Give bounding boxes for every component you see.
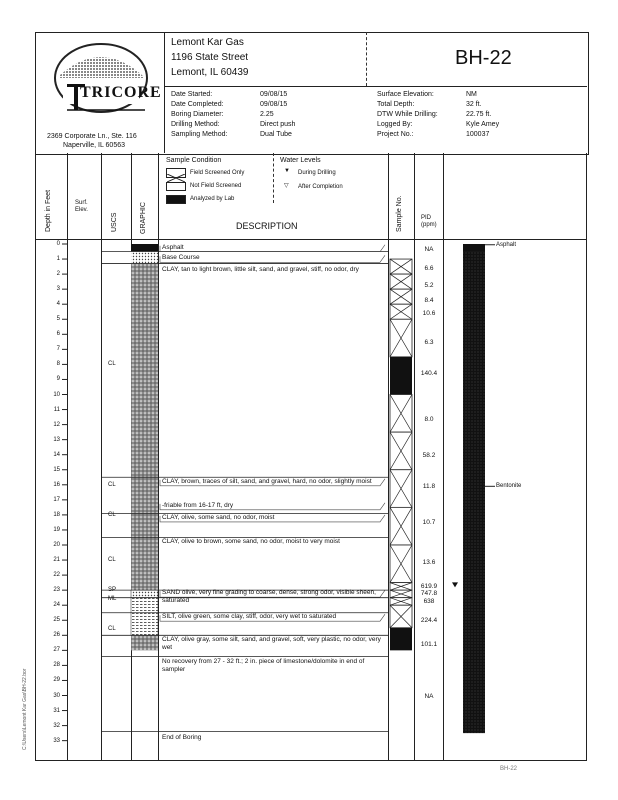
- description-text: CLAY, brown, traces of silt, sand, and gravel, hard, no odor, slightly moist: [162, 477, 372, 485]
- info-right-label: DTW While Drilling:: [377, 111, 438, 118]
- logo-text: TRICORE: [80, 84, 162, 101]
- field-screened-label: Field Screened Only: [190, 170, 245, 176]
- pid-value: 10.7: [422, 519, 436, 527]
- description-text: CLAY, olive to brown, some sand, no odor, moist to very moist: [162, 537, 340, 545]
- depth-header: Depth in Feet: [45, 189, 52, 232]
- info-right-label: Project No.:: [377, 131, 414, 138]
- after-completion-label: After Completion: [298, 184, 343, 190]
- company-address-2: Naperville, IL 60563: [63, 142, 126, 149]
- depth-tick-label: 10: [53, 391, 60, 398]
- depth-tick-label: 12: [53, 421, 60, 428]
- description-text: SAND olive, very fine grading to coarse, dense, strong odor, visible sheen, saturated: [162, 589, 376, 605]
- depth-tick-label: 19: [53, 526, 60, 533]
- pid-value: 638: [423, 597, 435, 605]
- depth-tick-label: 15: [53, 466, 60, 473]
- sample-analyzed: [390, 628, 412, 651]
- pid-value: 224.4: [420, 617, 438, 625]
- description-text: No recovery from 27 - 32 ft.; 2 in. piece of limestone/dolomite in end of sampler: [162, 658, 365, 674]
- info-right-value: NM: [466, 91, 477, 98]
- description-text: -friable from 16-17 ft, dry: [162, 501, 234, 509]
- water-levels-title: Water Levels: [280, 157, 321, 164]
- pid-value: NA: [424, 245, 434, 253]
- depth-tick-label: 26: [53, 632, 60, 639]
- sample-no-header: Sample No.: [396, 195, 403, 232]
- depth-tick-label: 25: [53, 617, 60, 624]
- info-right-label: Logged By:: [377, 121, 413, 128]
- description-text: CLAY, olive gray, some silt, sand, and gravel, soft, very plastic, no odor, very wet: [162, 635, 381, 651]
- depth-tick-label: 24: [53, 602, 60, 609]
- info-left-label: Date Started:: [171, 91, 213, 98]
- depth-tick-label: 33: [53, 737, 60, 744]
- depth-tick-label: 17: [53, 496, 60, 503]
- pid-value: 101.1: [420, 641, 438, 649]
- pid-value: 10.6: [422, 310, 436, 318]
- sample-analyzed: [390, 357, 412, 395]
- info-left-value: 2.25: [260, 111, 274, 118]
- pid-value: NA: [424, 692, 434, 700]
- uscs-label: CL: [108, 481, 116, 488]
- description-text: CLAY, tan to light brown, little silt, sand, and gravel, stiff, no odor, dry: [162, 266, 359, 274]
- info-right-label: Surface Elevation:: [377, 91, 434, 98]
- pid-value: 58.2: [422, 451, 436, 459]
- info-left-value: Dual Tube: [260, 131, 292, 138]
- pid-value: 747.8: [420, 590, 438, 598]
- client-name: Lemont Kar Gas: [171, 37, 244, 48]
- depth-tick-label: 6: [56, 331, 60, 338]
- file-path-text: C:\Users\Lemont Kar Gas\BH-22.bor: [22, 668, 28, 750]
- graphic-clay-lower: [131, 635, 158, 650]
- water-level-marker: [452, 582, 458, 587]
- info-left-label: Boring Diameter:: [171, 111, 224, 118]
- depth-tick-label: 13: [53, 436, 60, 443]
- analyzed-label: Analyzed by Lab: [190, 196, 235, 202]
- depth-tick-label: 31: [53, 707, 60, 714]
- graphic-header: GRAPHIC: [140, 202, 147, 234]
- description-text: SILT, olive green, some clay, stiff, odor, very wet to saturated: [162, 613, 337, 621]
- pid-value: 5.2: [424, 281, 434, 289]
- uscs-label: SP: [108, 587, 117, 594]
- uscs-label: CL: [108, 511, 116, 518]
- graphic-sand: [131, 590, 158, 598]
- footer-mark: BH-22: [500, 766, 518, 772]
- depth-tick-label: 5: [56, 316, 60, 323]
- depth-tick-label: 2: [56, 271, 60, 278]
- depth-tick-label: 8: [56, 361, 60, 368]
- graphic-asphalt: [131, 244, 158, 252]
- info-right-value: 32 ft.: [466, 101, 482, 108]
- uscs-label: ML: [108, 596, 117, 603]
- description-text: Base Course: [162, 254, 200, 262]
- well-label: Bentonite: [496, 483, 522, 490]
- sample-condition-title: Sample Condition: [166, 157, 222, 164]
- pid-value: 619.9: [420, 582, 438, 590]
- depth-tick-label: 20: [53, 542, 60, 548]
- description-header: DESCRIPTION: [236, 221, 298, 231]
- info-right-value: Kyle Amey: [466, 121, 500, 128]
- depth-tick-label: 1: [56, 256, 60, 263]
- uscs-label: CL: [108, 361, 116, 368]
- during-drilling-label: During Drilling: [298, 170, 336, 176]
- depth-tick-label: 28: [53, 662, 60, 669]
- info-left-value: Direct push: [260, 121, 296, 128]
- info-left-label: Drilling Method:: [171, 121, 220, 128]
- description-text: Asphalt: [162, 243, 184, 251]
- during-drilling-icon: ▼: [284, 168, 290, 174]
- uscs-label: CL: [108, 557, 116, 564]
- well-bentonite: [463, 252, 485, 734]
- depth-tick-label: 9: [56, 376, 60, 383]
- depth-tick-label: 16: [53, 481, 60, 488]
- depth-tick-label: 0: [56, 241, 60, 247]
- info-left-value: 09/08/15: [260, 101, 288, 108]
- graphic-clay: [131, 264, 158, 591]
- depth-tick-label: 14: [53, 451, 60, 458]
- depth-tick-label: 21: [53, 557, 60, 564]
- not-field-screened-label: Not Field Screened: [190, 183, 242, 189]
- pid-value: 140.4: [420, 370, 438, 378]
- description-text: End of Boring: [162, 733, 202, 741]
- description-text: CLAY, olive, some sand, no odor, moist: [162, 513, 275, 521]
- pid-value: 8.4: [424, 296, 434, 304]
- after-completion-icon: ▽: [284, 183, 289, 189]
- depth-tick-label: 11: [53, 406, 60, 413]
- pid-value: 13.6: [422, 558, 436, 566]
- info-left-label: Date Completed:: [171, 101, 224, 108]
- uscs-header: USCS: [111, 212, 118, 232]
- depth-tick-label: 22: [53, 572, 60, 579]
- well-asphalt: [463, 244, 485, 252]
- depth-tick-label: 29: [53, 677, 60, 684]
- well-label: Asphalt: [496, 241, 517, 248]
- pid-header: PID (ppm): [421, 215, 437, 228]
- pid-value: 6.3: [424, 338, 434, 346]
- pid-value: 6.6: [424, 265, 434, 273]
- info-right-value: 100037: [466, 131, 490, 138]
- depth-tick-label: 27: [53, 647, 60, 654]
- depth-tick-label: 18: [53, 511, 60, 518]
- info-left-label: Sampling Method:: [171, 131, 228, 138]
- depth-tick-label: 30: [53, 692, 60, 699]
- depth-tick-label: 4: [56, 301, 60, 308]
- pid-value: 8.0: [424, 415, 434, 423]
- surf-elev-header: Surf. Elev.: [75, 200, 88, 213]
- client-city: Lemont, IL 60439: [171, 67, 249, 78]
- info-right-label: Total Depth:: [377, 101, 415, 108]
- depth-tick-label: 7: [56, 346, 60, 353]
- boring-id: BH-22: [455, 47, 512, 69]
- info-left-value: 09/08/15: [260, 91, 288, 98]
- depth-tick-label: 32: [53, 722, 60, 729]
- graphic-silt: [131, 598, 158, 636]
- depth-tick-label: 23: [53, 587, 60, 594]
- info-right-value: 22.75 ft.: [466, 111, 492, 118]
- company-address-1: 2369 Corporate Ln., Ste. 116: [47, 133, 137, 140]
- graphic-base-course: [131, 252, 158, 264]
- depth-tick-label: 3: [56, 286, 60, 293]
- uscs-label: CL: [108, 626, 116, 633]
- client-street: 1196 State Street: [171, 52, 249, 63]
- pid-value: 11.8: [422, 483, 436, 491]
